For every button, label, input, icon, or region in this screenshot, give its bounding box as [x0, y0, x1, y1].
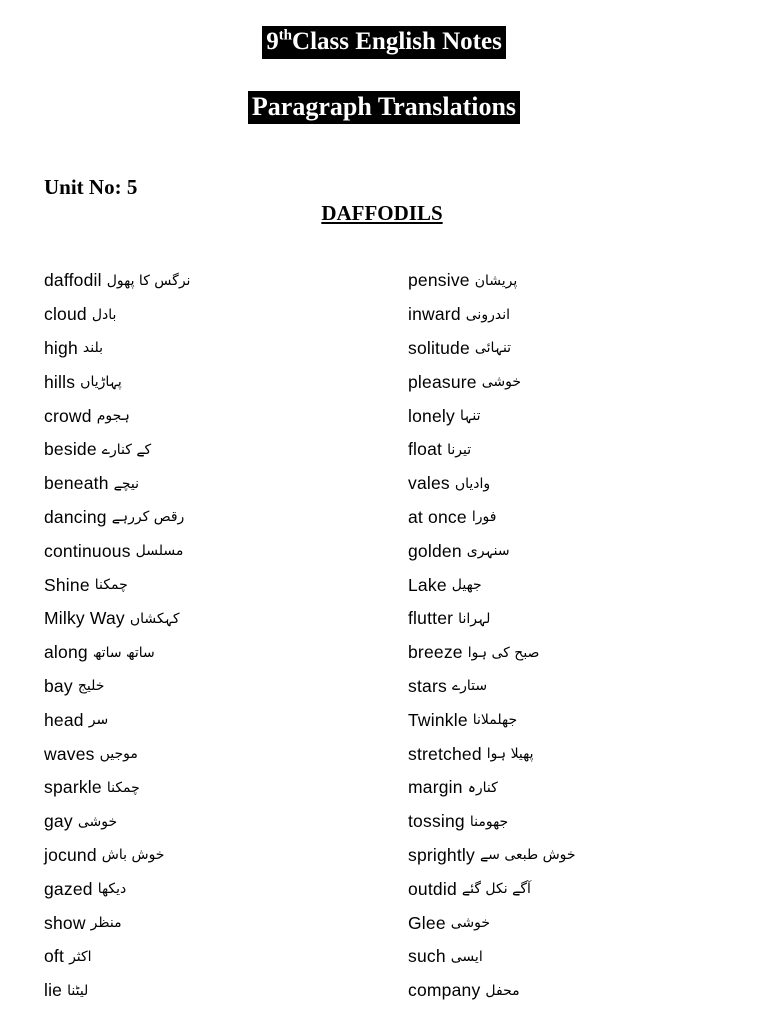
vocab-row [44, 602, 190, 636]
vocab-english: crowd [44, 405, 92, 426]
vocab-urdu: تنہائی [474, 340, 512, 357]
vocab-english: beside [44, 439, 97, 460]
vocab-urdu: پریشان [474, 272, 518, 289]
vocab-urdu: ساتھ ساتھ [92, 644, 155, 661]
vocab-urdu: خوشی [77, 813, 118, 830]
vocab-english: high [44, 337, 78, 358]
vocab-row [408, 602, 576, 636]
vocab-urdu: کے کنارے [101, 441, 152, 458]
vocab-english: vales [408, 473, 450, 494]
vocab-urdu: محفل [485, 982, 520, 999]
vocab-urdu: پھیلا ہوا [486, 746, 534, 763]
vocab-english: hills [44, 371, 76, 392]
vocab-urdu: جھلملانا [472, 712, 518, 729]
vocab-english: margin [408, 777, 463, 798]
vocab-row [44, 264, 190, 298]
vocab-urdu: ہجوم [96, 408, 130, 425]
vocab-urdu: خوش باش [101, 847, 165, 864]
vocab-urdu: مسلسل [135, 543, 184, 560]
vocab-urdu: کنارہ [467, 779, 498, 796]
vocab-row [44, 467, 190, 501]
vocab-urdu: فورا [471, 509, 497, 526]
vocab-english: gazed [44, 878, 93, 899]
vocab-row [44, 805, 190, 839]
vocab-row [44, 399, 190, 433]
vocab-urdu: لہرانا [458, 610, 491, 627]
vocab-urdu: وادیاں [454, 475, 491, 492]
vocab-english: Shine [44, 574, 90, 595]
vocab-row [44, 433, 190, 467]
vocab-row [408, 872, 576, 906]
vocab-urdu: اکثر [69, 948, 92, 965]
vocab-english: sparkle [44, 777, 102, 798]
vocab-row [44, 872, 190, 906]
vocab-english: at once [408, 506, 467, 527]
vocab-row [408, 433, 576, 467]
vocab-row [44, 974, 190, 1008]
vocab-row [408, 805, 576, 839]
section-title: DAFFODILS [321, 201, 443, 225]
vocab-english: such [408, 946, 446, 967]
title-text: Class English Notes [292, 28, 502, 55]
vocab-row [408, 670, 576, 704]
vocab-row [44, 703, 190, 737]
vocab-row [408, 332, 576, 366]
vocab-row [44, 839, 190, 873]
vocab-row [408, 534, 576, 568]
vocab-urdu: چمکنا [94, 577, 128, 594]
vocab-row [408, 906, 576, 940]
vocab-urdu: خلیج [77, 678, 105, 695]
vocab-urdu: منظر [90, 915, 122, 932]
vocab-row [44, 568, 190, 602]
vocab-english: gay [44, 811, 73, 832]
vocab-english: flutter [408, 608, 454, 629]
vocab-english: pensive [408, 270, 470, 291]
vocab-english: sprightly [408, 844, 475, 865]
vocab-row [408, 298, 576, 332]
vocab-row [44, 332, 190, 366]
vocab-urdu: سر [88, 712, 109, 729]
vocab-row [408, 264, 576, 298]
page-title-banner [0, 26, 768, 59]
vocab-english: lie [44, 980, 63, 1001]
vocab-urdu: بادل [91, 306, 117, 323]
vocab-row [408, 568, 576, 602]
vocab-urdu: آگے نکل گئے [461, 881, 531, 898]
vocab-urdu: خوش طبعی سے [479, 847, 576, 864]
vocab-english: company [408, 980, 481, 1001]
vocab-urdu: جھومنا [469, 813, 509, 830]
vocab-english: along [44, 642, 88, 663]
vocab-urdu: صبح کی ہوا [467, 644, 540, 661]
vocab-row [44, 365, 190, 399]
vocab-row [408, 737, 576, 771]
vocab-urdu: سنہری [466, 543, 510, 560]
vocab-english: Milky Way [44, 608, 125, 629]
vocab-english: inward [408, 304, 461, 325]
vocab-urdu: اندرونی [465, 306, 510, 323]
vocab-urdu: تیرنا [447, 441, 472, 458]
vocab-row [44, 737, 190, 771]
vocab-urdu: خوشی [450, 915, 491, 932]
unit-heading: Unit No: 5 [44, 175, 138, 199]
vocab-row [44, 670, 190, 704]
vocab-row [44, 940, 190, 974]
vocab-english: daffodil [44, 270, 102, 291]
vocab-urdu: نیچے [113, 475, 140, 492]
vocab-english: pleasure [408, 371, 477, 392]
vocab-row [408, 940, 576, 974]
vocab-english: Glee [408, 912, 446, 933]
vocab-english: show [44, 912, 86, 933]
vocab-row [44, 298, 190, 332]
vocab-urdu: کہکشاں [129, 610, 180, 627]
title-number: 9 [266, 28, 279, 55]
vocab-english: stars [408, 675, 447, 696]
vocab-english: head [44, 709, 84, 730]
vocab-english: solitude [408, 337, 470, 358]
vocab-row [408, 703, 576, 737]
vocab-urdu: ایسی [450, 948, 483, 965]
vocab-row [44, 771, 190, 805]
vocab-row [408, 636, 576, 670]
vocab-row [408, 771, 576, 805]
vocab-urdu: جھیل [451, 577, 482, 594]
vocab-english: float [408, 439, 443, 460]
vocab-urdu: رقص کررہے [111, 509, 185, 526]
vocab-english: cloud [44, 304, 87, 325]
title-superscript: th [278, 27, 293, 44]
vocab-english: golden [408, 540, 462, 561]
vocab-urdu: لیٹنا [67, 982, 89, 999]
vocab-urdu: ستارے [451, 678, 488, 695]
vocab-urdu: چمکنا [106, 779, 140, 796]
vocab-row [408, 467, 576, 501]
vocab-english: continuous [44, 540, 131, 561]
vocab-english: lonely [408, 405, 455, 426]
vocab-english: beneath [44, 473, 109, 494]
vocab-english: oft [44, 946, 65, 967]
vocab-row [44, 906, 190, 940]
vocab-urdu: دیکھا [97, 881, 127, 898]
vocab-urdu: خوشی [481, 374, 522, 391]
vocab-english: jocund [44, 844, 97, 865]
vocab-english: stretched [408, 743, 482, 764]
vocab-english: Twinkle [408, 709, 468, 730]
vocab-row [408, 399, 576, 433]
vocab-english: outdid [408, 878, 457, 899]
vocab-english: tossing [408, 811, 465, 832]
vocab-urdu: نرگس کا پھول [106, 272, 191, 289]
page-subtitle: Paragraph Translations [248, 91, 520, 124]
vocab-column-left [44, 264, 190, 1008]
vocab-urdu: بلند [82, 340, 103, 357]
vocab-english: Lake [408, 574, 447, 595]
vocab-urdu: موجیں [99, 746, 138, 763]
vocab-english: waves [44, 743, 95, 764]
vocab-row [44, 534, 190, 568]
vocab-row [408, 501, 576, 535]
subtitle-banner [0, 91, 768, 124]
page-title [262, 26, 506, 59]
vocab-english: dancing [44, 506, 107, 527]
vocab-row [408, 839, 576, 873]
vocab-column-right [408, 264, 576, 1008]
vocab-row [44, 636, 190, 670]
vocab-urdu: تنہا [459, 408, 481, 425]
vocab-english: breeze [408, 642, 463, 663]
vocab-urdu: پہاڑیاں [80, 374, 122, 391]
vocab-row [408, 974, 576, 1008]
vocab-english: bay [44, 675, 73, 696]
vocab-row [408, 365, 576, 399]
vocab-row [44, 501, 190, 535]
